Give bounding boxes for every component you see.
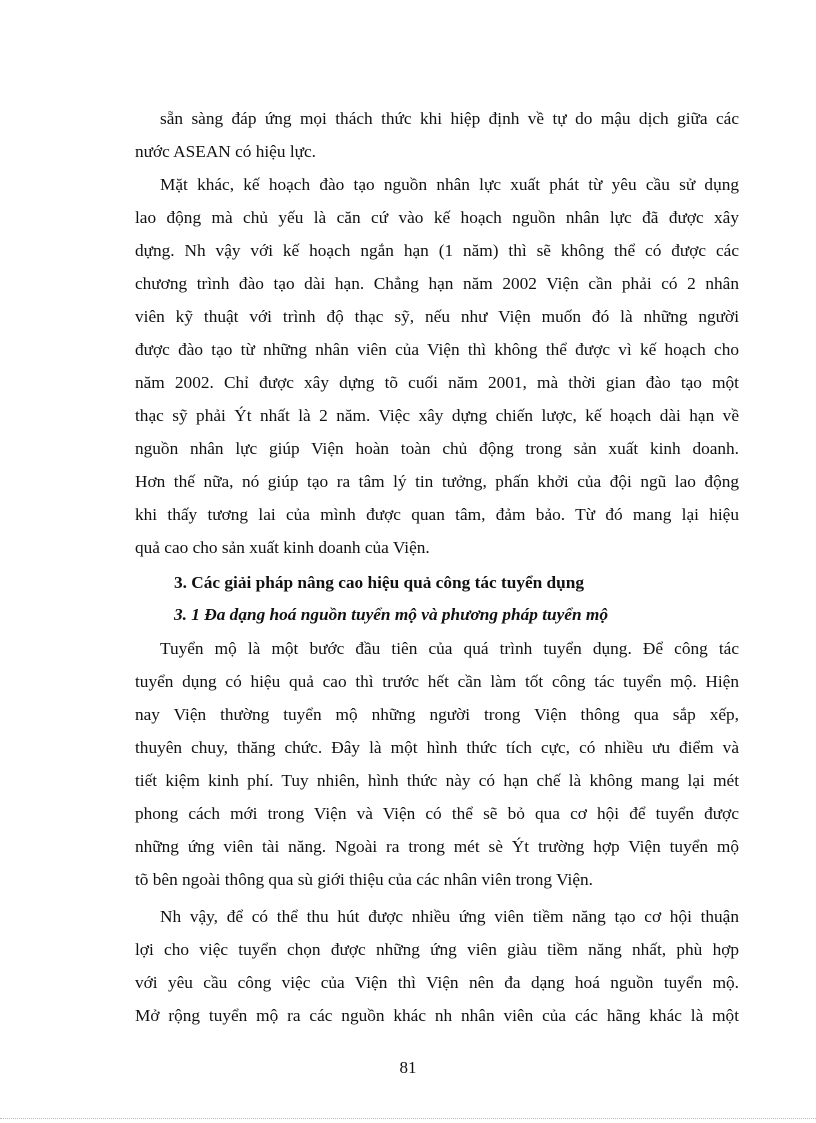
paragraph-line: viên kỹ thuật với trình độ thạc sỹ, nếu như Viện muốn đó là những người xyxy=(135,307,739,326)
paragraph-line: thạc sỹ phải Ýt nhất là 2 năm. Việc xây dựng chiến lược, kế hoạch dài hạn về xyxy=(135,406,739,425)
paragraph-line: sẵn sàng đáp ứng mọi thách thức khi hiệp định về tự do mậu dịch giữa các xyxy=(160,109,739,128)
paragraph-line: với yêu cầu công việc của Viện thì Viện nên đa dạng hoá nguồn tuyển mộ. xyxy=(135,973,739,992)
paragraph-line: Mặt khác, kế hoạch đào tạo nguồn nhân lực xuất phát từ yêu cầu sử dụng xyxy=(160,175,739,194)
paragraph-line: tiết kiệm kinh phí. Tuy nhiên, hình thức này có hạn chế là không mang lại mét xyxy=(135,771,739,790)
paragraph-line: nước ASEAN có hiệu lực. xyxy=(135,142,316,161)
paragraph-line: khi thấy tương lai của mình được quan tâm, đảm bảo. Từ đó mang lại hiệu xyxy=(135,505,739,524)
section-heading: 3. Các giải pháp nâng cao hiệu quả công tác tuyển dụng xyxy=(174,573,585,592)
paragraph-line: lợi cho việc tuyển chọn được những ứng viên giàu tiềm năng nhất, phù hợp xyxy=(135,940,739,959)
paragraph-line: Hơn thế nữa, nó giúp tạo ra tâm lý tin tưởng, phấn khởi của đội ngũ lao động xyxy=(135,472,739,491)
paragraph-line: năm 2002. Chỉ được xây dựng tõ cuối năm 2001, mà thời gian đào tạo một xyxy=(135,373,739,392)
paragraph-line: tuyển dụng có hiệu quả cao thì trước hết cần làm tốt công tác tuyển mộ. Hiện xyxy=(135,672,739,691)
paragraph-line: phong cách mới trong Viện và Viện có thể sẽ bỏ qua cơ hội để tuyển được xyxy=(135,804,739,823)
paragraph-line: tõ bên ngoài thông qua sù giới thiệu của các nhân viên trong Viện. xyxy=(135,870,593,889)
page-bottom-rule xyxy=(0,1118,816,1119)
paragraph-line: nay Viện thường tuyển mộ những người trong Viện thông qua sắp xếp, xyxy=(135,705,739,724)
page-number: 81 xyxy=(399,1058,417,1077)
subsection-heading: 3. 1 Đa dạng hoá nguồn tuyển mộ và phương pháp tuyển mộ xyxy=(174,605,608,624)
paragraph-line: quả cao cho sản xuất kinh doanh của Viện. xyxy=(135,538,430,557)
paragraph-line: thuyên chuy, thăng chức. Đây là một hình thức tích cực, có nhiều ưu điểm và xyxy=(135,738,739,757)
paragraph-line: nguồn nhân lực giúp Viện hoàn toàn chủ động trong sản xuất kinh doanh. xyxy=(135,439,739,458)
paragraph-line: những ứng viên tài năng. Ngoài ra trong mét sè Ýt trường hợp Viện tuyển mộ xyxy=(135,837,739,856)
paragraph-line: chương trình đào tạo dài hạn. Chẳng hạn năm 2002 Viện cần phải có 2 nhân xyxy=(135,274,739,293)
paragraph-line: Mở rộng tuyển mộ ra các nguồn khác nh nhân viên của các hãng khác là một xyxy=(135,1006,739,1025)
paragraph-line: được đào tạo từ những nhân viên của Viện thì không thể được vì kế hoạch cho xyxy=(135,340,739,359)
paragraph-line: Nh vậy, để có thể thu hút được nhiều ứng viên tiềm năng tạo cơ hội thuận xyxy=(160,907,739,926)
paragraph-line: Tuyển mộ là một bước đầu tiên của quá trình tuyển dụng. Để công tác xyxy=(160,639,739,658)
paragraph-line: dựng. Nh vậy với kế hoạch ngắn hạn (1 năm) thì sẽ không thể có được các xyxy=(135,241,739,260)
paragraph-line: lao động mà chủ yếu là căn cứ vào kế hoạch nguồn nhân lực đã được xây xyxy=(135,208,739,227)
